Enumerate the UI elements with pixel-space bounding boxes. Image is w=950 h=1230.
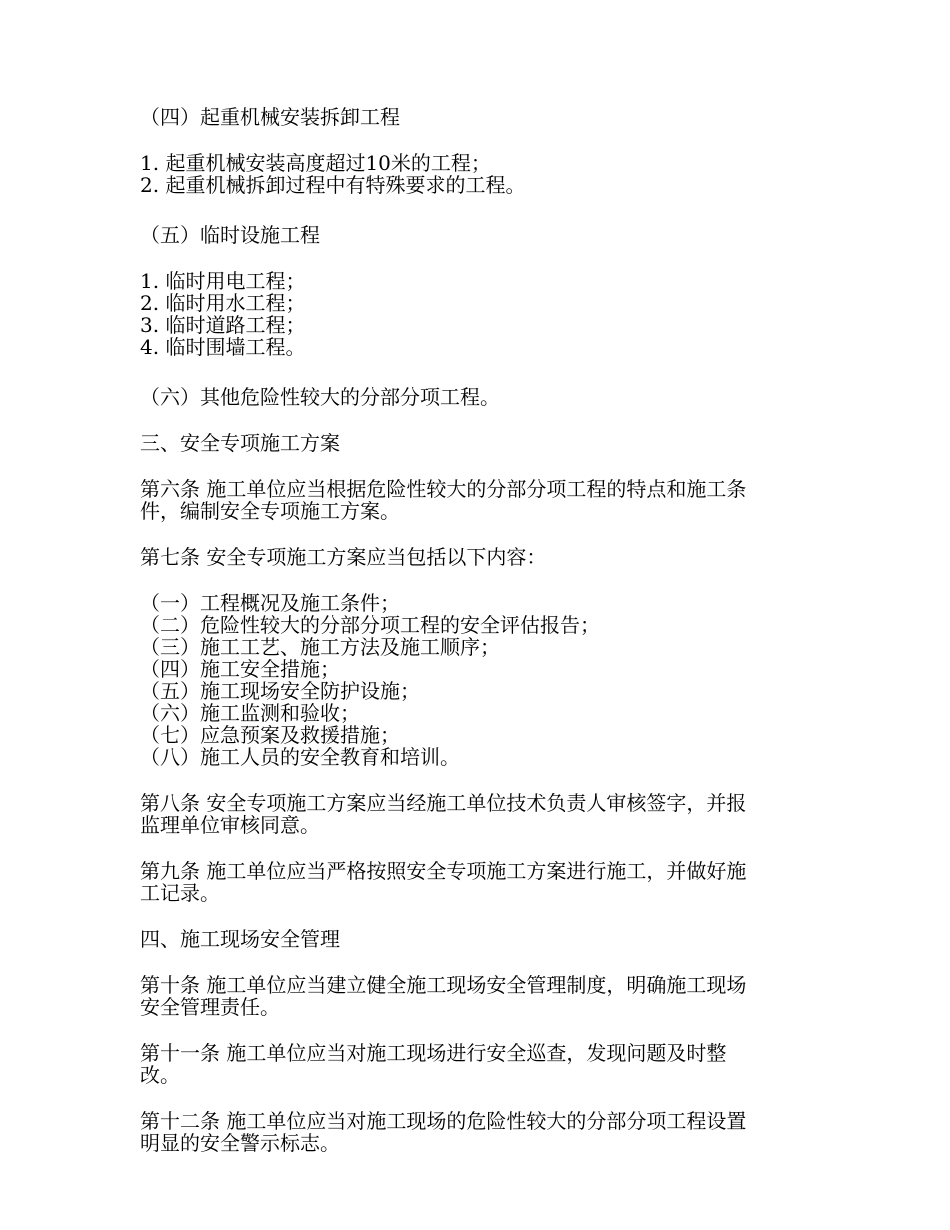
list-item: （五）施工现场安全防护设施； <box>140 679 420 703</box>
list-item: 2. 临时用水工程； <box>140 291 306 315</box>
article-line: 明显的安全警示标志。 <box>140 1131 340 1155</box>
article-line: 工记录。 <box>140 881 220 905</box>
article-line: 第七条 安全专项施工方案应当包括以下内容： <box>140 545 547 569</box>
section-title-site-management: 四、施工现场安全管理 <box>140 927 340 951</box>
list-item: （七）应急预案及救援措施； <box>140 723 400 747</box>
list-item: （六）施工监测和验收； <box>140 701 360 725</box>
list-item: （二）危险性较大的分部分项工程的安全评估报告； <box>140 613 600 637</box>
list-item: （一）工程概况及施工条件； <box>140 591 400 615</box>
article-line: 改。 <box>140 1063 180 1087</box>
article-line: 第十条 施工单位应当建立健全施工现场安全管理制度，明确施工现场 <box>140 973 747 997</box>
list-plan-contents <box>140 592 820 768</box>
article-6 <box>140 478 820 522</box>
article-line: 监理单位审核同意。 <box>140 813 320 837</box>
list-item: 4. 临时围墙工程。 <box>140 335 306 359</box>
article-9 <box>140 860 820 904</box>
list-item: （四）施工安全措施； <box>140 657 340 681</box>
section-title-special-plan: 三、安全专项施工方案 <box>140 431 340 455</box>
list-item: （三）施工工艺、施工方法及施工顺序； <box>140 635 500 659</box>
article-line: 件，编制安全专项施工方案。 <box>140 499 400 523</box>
list-item: 2. 起重机械拆卸过程中有特殊要求的工程。 <box>140 173 526 197</box>
article-7 <box>140 546 820 568</box>
list-item: 3. 临时道路工程； <box>140 313 306 337</box>
article-line: 第八条 安全专项施工方案应当经施工单位技术负责人审核签字，并报 <box>140 791 747 815</box>
article-12 <box>140 1110 820 1154</box>
list-item: 1. 起重机械安装高度超过10米的工程； <box>140 151 491 175</box>
article-line: 第六条 施工单位应当根据危险性较大的分部分项工程的特点和施工条 <box>140 477 747 501</box>
subheading-other: （六）其他危险性较大的分部分项工程。 <box>140 385 500 409</box>
list-temporary-facilities <box>140 270 820 358</box>
list-item: （八）施工人员的安全教育和培训。 <box>140 745 460 769</box>
list-crane <box>140 152 820 196</box>
document-page <box>140 106 820 1154</box>
subheading-temporary-facilities: （五）临时设施工程 <box>140 223 320 247</box>
list-item: 1. 临时用电工程； <box>140 269 306 293</box>
article-line: 第十二条 施工单位应当对施工现场的危险性较大的分部分项工程设置 <box>140 1109 747 1133</box>
article-line: 第九条 施工单位应当严格按照安全专项施工方案进行施工，并做好施 <box>140 859 747 883</box>
article-line: 第十一条 施工单位应当对施工现场进行安全巡查，发现问题及时整 <box>140 1041 727 1065</box>
article-8 <box>140 792 820 836</box>
article-11 <box>140 1042 820 1086</box>
subheading-crane: （四）起重机械安装拆卸工程 <box>140 105 400 129</box>
article-line: 安全管理责任。 <box>140 995 280 1019</box>
article-10 <box>140 974 820 1018</box>
